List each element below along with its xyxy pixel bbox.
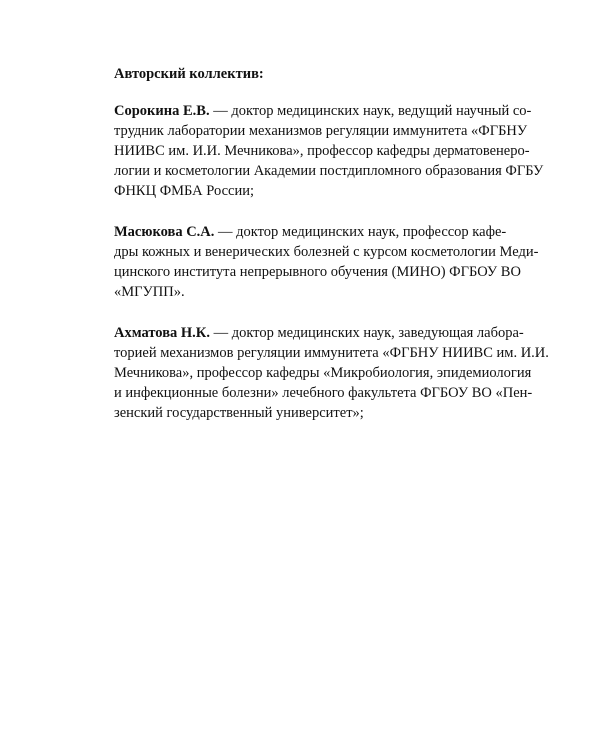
author-name: Сорокина Е.В.	[114, 103, 210, 119]
entry-line: «МГУПП».	[114, 284, 185, 300]
entry-line: зенский государственный университет»;	[114, 405, 364, 421]
author-name: Масюкова С.А.	[114, 224, 215, 240]
authors-heading: Авторский коллектив:	[114, 66, 264, 82]
entry-line: Мечникова», профессор кафедры «Микробиология, эпидемиология	[114, 365, 532, 381]
author-entry-masyukova	[114, 222, 539, 302]
entry-first-line	[114, 101, 532, 121]
entry-line: ФНКЦ ФМБА России;	[114, 183, 255, 199]
entry-line: цинского института непрерывного обучения (МИНО) ФГБОУ ВО	[114, 264, 521, 280]
entry-line: логии и косметологии Академии постдипломного образования ФГБУ	[114, 163, 544, 179]
entry-first-line	[114, 323, 524, 343]
author-entry-akhmatova	[114, 323, 549, 423]
author-name: Ахматова Н.К.	[114, 325, 210, 341]
entry-line: и инфекционные болезни» лечебного факультета ФГБОУ ВО «Пен-	[114, 385, 533, 401]
entry-line: дры кожных и венерических болезней с курсом косметологии Меди-	[114, 244, 539, 260]
author-entry-sorokina	[114, 101, 544, 201]
author-description-start: — доктор медицинских наук, ведущий научный со-	[209, 103, 532, 119]
entry-line: НИИВС им. И.И. Мечникова», профессор кафедры дерматовенеро-	[114, 143, 530, 159]
author-description-start: — доктор медицинских наук, заведующая лабора-	[209, 325, 524, 341]
author-description-start: — доктор медицинских наук, профессор кафе-	[214, 224, 507, 240]
entry-line: торией механизмов регуляции иммунитета «ФГБНУ НИИВС им. И.И.	[114, 345, 549, 361]
document-page	[114, 64, 549, 444]
entry-first-line	[114, 222, 507, 242]
entry-line: трудник лаборатории механизмов регуляции иммунитета «ФГБНУ	[114, 123, 528, 139]
